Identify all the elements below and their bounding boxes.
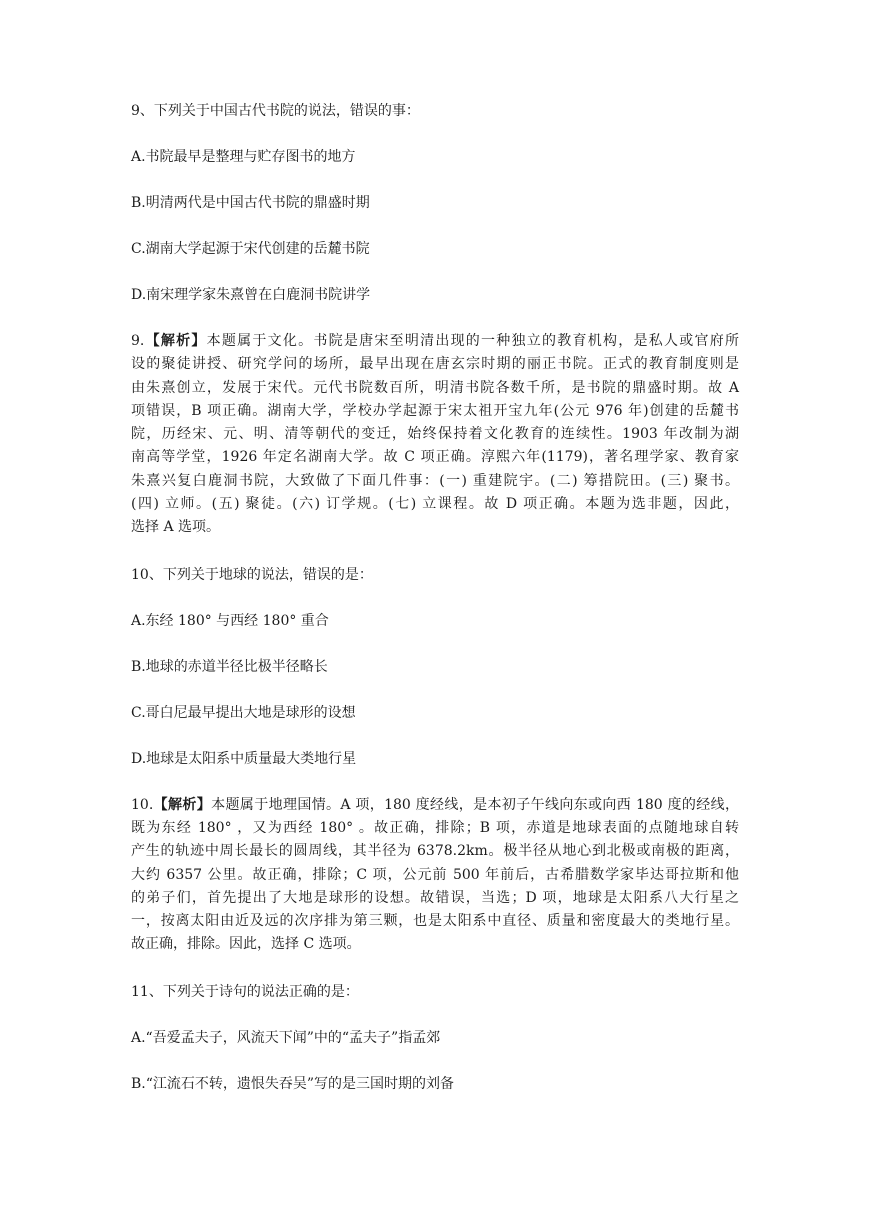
analysis-9-line: 由朱熹创立，发展于宋代。元代书院数百所，明清书院各数千所，是书院的鼎盛时期。故 A xyxy=(131,379,739,396)
question-11-option-b: B.“江流石不转，遗恨失吞吴”写的是三国时期的刘备 xyxy=(131,1075,455,1092)
analysis-9-line: 设的聚徒讲授、研究学问的场所，最早出现在唐玄宗时期的丽正书院。正式的教育制度则是 xyxy=(131,356,739,373)
analysis-9-prefix: 9. xyxy=(131,333,145,349)
analysis-10-line: 既为东经 180° ，又为西经 180° 。故正确，排除；B 项，赤道是地球表面的点随地球自转 xyxy=(131,819,739,836)
question-9-option-d: D.南宋理学家朱熹曾在白鹿洞书院讲学 xyxy=(131,287,371,303)
question-10-option-a: A.东经 180° 与西经 180° 重合 xyxy=(131,612,329,629)
question-10-stem: 10、下列关于地球的说法，错误的是： xyxy=(131,566,373,583)
question-10-option-c: C.哥白尼最早提出大地是球形的设想 xyxy=(131,704,356,721)
question-9-option-c: C.湖南大学起源于宋代创建的岳麓书院 xyxy=(131,241,370,257)
analysis-9-line: 朱熹兴复白鹿洞书院，大致做了下面几件事：(一) 重建院宇。(二) 筹措院田。(三) 聚书。 xyxy=(131,472,739,489)
analysis-9-line: 项错误，B 项正确。湖南大学，学校办学起源于宋太祖开宝九年(公元 976 年)创建的岳麓书 xyxy=(131,402,739,419)
analysis-10-line: 故正确，排除。因此，选择 C 选项。 xyxy=(131,936,361,953)
analysis-9-tag: 【解析】 xyxy=(144,333,207,349)
analysis-9-line: 南高等学堂，1926 年定名湖南大学。故 C 项正确。淳熙六年(1179)，著名理学家、教育家 xyxy=(131,449,739,466)
question-9-analysis xyxy=(131,330,739,540)
analysis-10-tag: 【解析】 xyxy=(153,796,212,813)
analysis-10-line: 大约 6357 公里。故正确，排除；C 项，公元前 500 年前后，古希腊数学家毕达哥拉斯和他 xyxy=(131,866,739,883)
question-9-stem: 9、下列关于中国古代书院的说法，错误的事： xyxy=(131,103,420,119)
analysis-9-line: 选择 A 选项。 xyxy=(131,519,221,536)
analysis-10-line: 一，按离太阳由近及远的次序排为第三颗，也是太阳系中直径、质量和密度最大的类地行星。 xyxy=(131,913,739,930)
analysis-10-line: 产生的轨迹中周长最长的圆周线，其半径为 6378.2km。极半径从地心到北极或南极的距离， xyxy=(131,843,739,860)
analysis-9-line: 本题属于文化。书院是唐宋至明清出现的一种独立的教育机构，是私人或官府所 xyxy=(206,333,740,349)
question-9-option-a: A.书院最早是整理与贮存图书的地方 xyxy=(131,149,356,165)
analysis-9-line: 院，历经宋、元、明、清等朝代的变迁，始终保持着文化教育的连续性。1903 年改制为湖 xyxy=(131,426,739,443)
analysis-10-prefix: 10. xyxy=(131,796,154,813)
document-page xyxy=(131,100,739,1119)
question-10-analysis xyxy=(131,794,739,957)
question-10-option-b: B.地球的赤道半径比极半径略长 xyxy=(131,658,328,675)
question-11-stem: 11、下列关于诗句的说法正确的是： xyxy=(131,983,359,1000)
analysis-10-line: 本题属于地理国情。A 项，180 度经线，是本初子午线向东或向西 180 度的经线， xyxy=(211,796,739,813)
question-11-option-a: A.“吾爱孟夫子，风流天下闻”中的“孟夫子”指孟郊 xyxy=(131,1029,441,1046)
analysis-9-line: (四) 立师。(五) 聚徒。(六) 订学规。(七) 立课程。故 D 项正确。本题为选非题，因此， xyxy=(131,496,739,513)
analysis-10-line: 的弟子们，首先提出了大地是球形的设想。故错误，当选；D 项，地球是太阳系八大行星之 xyxy=(131,889,739,906)
question-9-option-b: B.明清两代是中国古代书院的鼎盛时期 xyxy=(131,195,370,211)
question-10-option-d: D.地球是太阳系中质量最大类地行星 xyxy=(131,750,357,767)
